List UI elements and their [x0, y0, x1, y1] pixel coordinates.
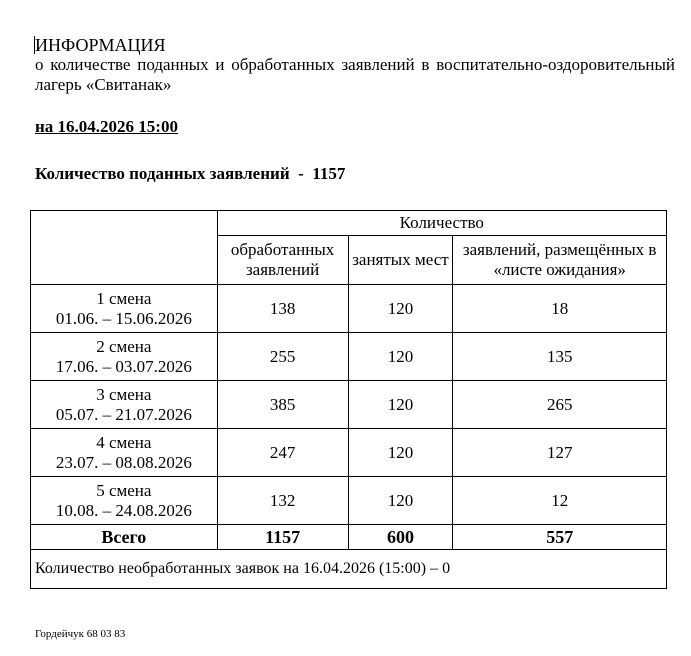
shift-dates: 17.06. – 03.07.2026	[55, 356, 192, 376]
total-submitted-label: Количество поданных заявлений	[35, 164, 290, 183]
processed-cell: 132	[217, 477, 348, 525]
occupied-cell: 120	[348, 285, 453, 333]
total-row	[31, 525, 667, 550]
occupied-cell: 120	[348, 429, 453, 477]
shift-name: 5 смена	[96, 480, 152, 500]
footer-contact: Гордейчук 68 03 83	[35, 628, 126, 640]
table-row	[31, 381, 667, 429]
shift-cell	[31, 333, 218, 381]
total-submitted-line	[35, 164, 345, 184]
empty-corner-cell	[31, 211, 218, 285]
processed-cell: 255	[217, 333, 348, 381]
column-header-waiting: заявлений, размещённых в «листе ожидания»	[453, 236, 667, 285]
shift-name: 3 смена	[96, 384, 152, 404]
processed-cell: 247	[217, 429, 348, 477]
shift-dates: 05.07. – 21.07.2026	[55, 404, 192, 424]
shift-name: 2 смена	[96, 336, 152, 356]
column-header-occupied: занятых мест	[348, 236, 453, 285]
table-row	[31, 429, 667, 477]
processed-cell: 385	[217, 381, 348, 429]
table-row	[31, 477, 667, 525]
shift-cell	[31, 285, 218, 333]
shift-dates: 10.08. – 24.08.2026	[55, 500, 192, 520]
total-occupied: 600	[348, 525, 453, 550]
group-header: Количество	[217, 211, 666, 236]
note-row	[31, 550, 667, 589]
shift-name: 4 смена	[96, 432, 152, 452]
document-subtitle: о количестве поданных и обработанных заявлений в воспитательно-оздоровительный лагерь «Свитанак»	[35, 55, 675, 94]
waiting-cell: 265	[453, 381, 667, 429]
total-submitted-separator: -	[289, 164, 313, 183]
applications-table	[30, 210, 667, 589]
shift-cell	[31, 429, 218, 477]
waiting-cell: 135	[453, 333, 667, 381]
report-date: на 16.04.2026 15:00	[35, 117, 178, 136]
table-header-row	[31, 211, 667, 236]
total-label: Всего	[31, 525, 218, 550]
column-header-processed: обработанных заявлений	[217, 236, 348, 285]
total-submitted-value: 1157	[312, 164, 346, 183]
unprocessed-note: Количество необработанных заявок на 16.04.2026 (15:00) – 0	[31, 550, 667, 589]
processed-cell: 138	[217, 285, 348, 333]
document-title: ИНФОРМАЦИЯ	[35, 35, 166, 55]
shift-dates: 23.07. – 08.08.2026	[55, 452, 192, 472]
shift-name: 1 смена	[96, 288, 152, 308]
table-row	[31, 285, 667, 333]
total-processed: 1157	[217, 525, 348, 550]
occupied-cell: 120	[348, 477, 453, 525]
occupied-cell: 120	[348, 381, 453, 429]
total-waiting: 557	[453, 525, 667, 550]
waiting-cell: 18	[453, 285, 667, 333]
waiting-cell: 12	[453, 477, 667, 525]
occupied-cell: 120	[348, 333, 453, 381]
shift-cell	[31, 477, 218, 525]
shift-cell	[31, 381, 218, 429]
table-row	[31, 333, 667, 381]
waiting-cell: 127	[453, 429, 667, 477]
shift-dates: 01.06. – 15.06.2026	[55, 308, 192, 328]
